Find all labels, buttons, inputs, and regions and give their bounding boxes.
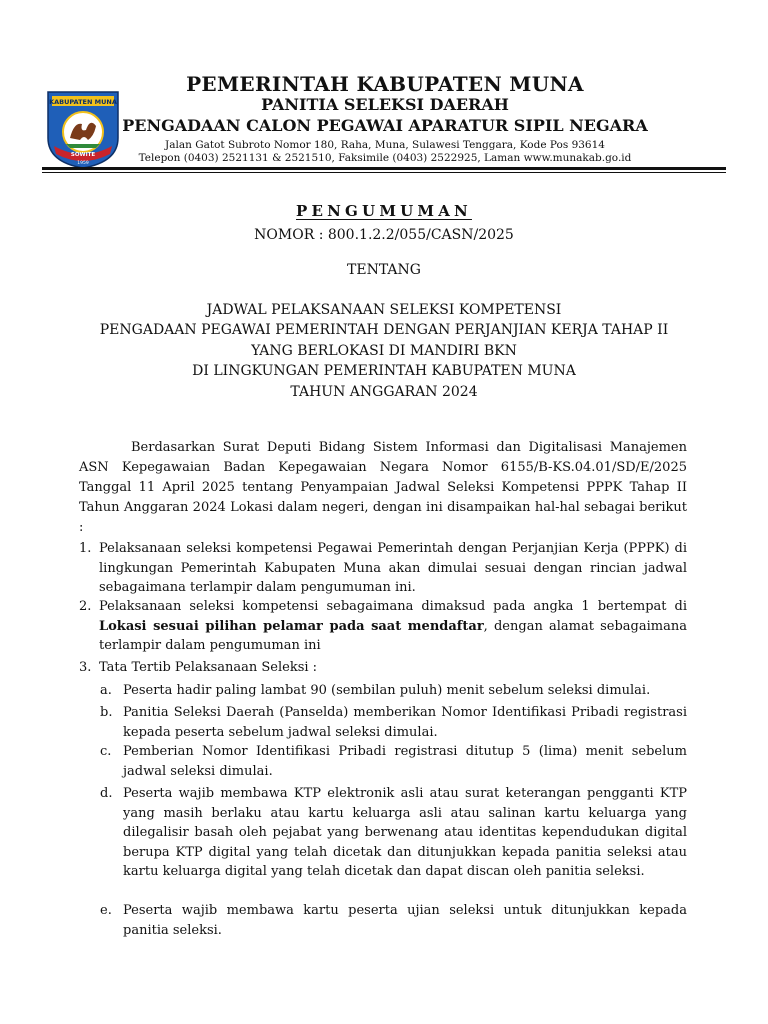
office-address: Jalan Gatot Subroto Nomor 180, Raha, Muna, Sulawesi Tenggara, Kode Pos 93614 bbox=[165, 139, 605, 151]
subject-line: YANG BERLOKASI DI MANDIRI BKN bbox=[251, 343, 517, 359]
letterhead-divider-thick bbox=[42, 167, 726, 170]
subject-line: JADWAL PELAKSANAAN SELEKSI KOMPETENSI bbox=[206, 302, 562, 318]
item-text-bold: Lokasi sesuai pilihan pelamar pada saat mendaftar bbox=[99, 618, 484, 634]
intro-paragraph bbox=[79, 438, 687, 538]
subitem-text: Peserta hadir paling lambat 90 (sembilan puluh) menit sebelum seleksi dimulai. bbox=[123, 683, 651, 698]
kabupaten-muna-emblem bbox=[44, 88, 122, 170]
announcement-heading: PENGUMUMAN bbox=[296, 202, 472, 220]
item-text-part: , dengan alamat sebagaimana terlampir dalam pengumuman ini bbox=[99, 618, 687, 653]
item-text bbox=[99, 597, 687, 656]
svg-text:1959: 1959 bbox=[77, 161, 89, 166]
office-contact: Telepon (0403) 2521131 & 2521510, Faksimile (0403) 2522925, Laman www.munakab.go.id bbox=[138, 152, 632, 164]
government-name: PEMERINTAH KABUPATEN MUNA bbox=[186, 72, 584, 96]
subitem-letter: d. bbox=[100, 786, 113, 801]
subitem-letter: b. bbox=[100, 705, 113, 720]
subitem-letter: e. bbox=[100, 903, 112, 918]
committee-name: PANITIA SELEKSI DAERAH bbox=[261, 95, 509, 114]
subject-line: DI LINGKUNGAN PEMERINTAH KABUPATEN MUNA bbox=[192, 363, 576, 379]
subitem-text: Pemberian Nomor Identifikasi Pribadi registrasi ditutup 5 (lima) menit sebelum jadwal seleksi dimulai. bbox=[123, 744, 687, 779]
about-label: TENTANG bbox=[347, 262, 421, 278]
announcement-number: NOMOR : 800.1.2.2/055/CASN/2025 bbox=[254, 227, 514, 243]
item-number: 1. bbox=[79, 541, 92, 556]
subitem-text: Peserta wajib membawa KTP elektronik asli atau surat keterangan pengganti KTP yang masih berlaku atau kartu keluarga asli atau salinan kartu keluarga yang dilegalisir basah oleh pejabat yang berwenang atau identitas kependudukan digital berupa KTP digital yang telah dicetak dan ditunjukkan kepada panitia seleksi atau kartu keluarga digital yang telah dicetak dan dapat discan oleh panitia seleksi. bbox=[123, 786, 687, 879]
intro-text: Berdasarkan Surat Deputi Bidang Sistem Informasi dan Digitalisasi Manajemen ASN Kepegawaian Badan Kepegawaian Negara Nomor 6155/B-KS.04.01/SD/E/2025 Tanggal 11 April 2025 tentang Penyampaian Jadwal Seleksi Kompetensi PPPK Tahap II Tahun Anggaran 2024 Lokasi dalam negeri, dengan ini disampaikan hal-hal sebagai berikut : bbox=[79, 440, 687, 535]
subitem-text: Panitia Seleksi Daerah (Panselda) memberikan Nomor Identifikasi Pribadi registrasi kepada peserta sebelum jadwal seleksi dimulai. bbox=[123, 705, 687, 740]
subject-line: PENGADAAN PEGAWAI PEMERINTAH DENGAN PERJANJIAN KERJA TAHAP II bbox=[99, 322, 669, 338]
subject-line: TAHUN ANGGARAN 2024 bbox=[290, 384, 478, 400]
subitem-text: Peserta wajib membawa kartu peserta ujian seleksi untuk ditunjukkan kepada panitia seleksi. bbox=[123, 903, 687, 938]
program-name: PENGADAAN CALON PEGAWAI APARATUR SIPIL NEGARA bbox=[122, 116, 648, 135]
svg-text:KABUPATEN MUNA: KABUPATEN MUNA bbox=[49, 98, 117, 106]
item-text: Tata Tertib Pelaksanaan Seleksi : bbox=[99, 660, 318, 675]
svg-text:SOWITE: SOWITE bbox=[70, 152, 96, 158]
item-text-part: Pelaksanaan seleksi kompetensi sebagaimana dimaksud pada angka 1 bertempat di bbox=[99, 599, 687, 614]
item-number: 2. bbox=[79, 599, 92, 614]
item-number: 3. bbox=[79, 660, 92, 675]
item-text: Pelaksanaan seleksi kompetensi Pegawai Pemerintah dengan Perjanjian Kerja (PPPK) di lingkungan Pemerintah Kabupaten Muna akan dimulai sesuai dengan rincian jadwal sebagaimana terlampir dalam pengumuman ini. bbox=[99, 541, 687, 595]
subitem-letter: a. bbox=[100, 683, 112, 698]
subitem-letter: c. bbox=[100, 744, 112, 759]
letterhead-divider-thin bbox=[42, 172, 726, 173]
